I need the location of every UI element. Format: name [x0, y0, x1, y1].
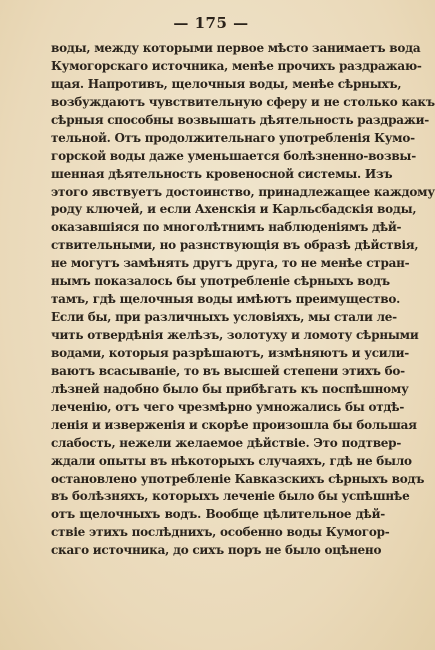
text-line: ваютъ всасываніе, то въ высшей степени этихъ бо- [51, 363, 405, 378]
text-line: тамъ, гдѣ щелочныя воды имѣютъ преимущество. [51, 292, 401, 307]
text-line: тельной. Отъ продолжительнаго употребленія Кумо- [51, 130, 415, 145]
text-line: Если бы, при различныхъ условіяхъ, мы стали ле- [51, 310, 397, 325]
text-line: щая. Напротивъ, щелочныя воды, менѣе сѣрныхъ, [51, 76, 402, 91]
text-line: чить отвердѣнія желѣзъ, золотуху и ломоту сѣрными [51, 328, 419, 342]
text-line: воды, между которыми первое мѣсто занимаетъ вода [51, 41, 421, 55]
page-number: — 175 — [173, 14, 249, 32]
text-line: ждали опыты въ нѣкоторыхъ случаяхъ, гдѣ не было [51, 453, 412, 468]
text-line: роду ключей, и если Ахенскія и Карльсбадскія воды, [51, 202, 417, 217]
text-line: лѣзней надобно было бы прибѣгать къ поспѣшному [51, 381, 409, 396]
text-line: Кумогорскаго источника, менѣе прочихъ раздражаю- [51, 58, 422, 73]
text-line: въ болѣзняхъ, которыхъ леченіе было бы успѣшнѣе [51, 489, 410, 504]
text-line: ствительными, но разнствующія въ образѣ дѣйствія, [51, 238, 419, 253]
text-line: слабость, нежели желаемое дѣйствіе. Это подтвер- [51, 435, 402, 450]
text-line: не могутъ замѣнять другъ друга, то не менѣе стран- [51, 256, 410, 271]
text-line: скаго источника, до сихъ поръ не было оцѣнено [51, 543, 382, 558]
text-line: ленія и изверженія и скорѣе произошла бы большая [51, 417, 417, 432]
text-line: возбуждаютъ чувствительную сферу и не столько какъ [51, 94, 435, 109]
text-line: сѣрныя способны возвышать дѣятельность раздражи- [51, 112, 429, 127]
text-line: остановлено употребленіе Кавказскихъ сѣрныхъ водъ [51, 471, 425, 486]
text-line: отъ щелочныхъ водъ. Вообще цѣлительное дѣй- [51, 507, 385, 522]
text-line: леченію, отъ чего чрезмѣрно умножались бы отдѣ- [51, 399, 405, 414]
text-line: ствіе этихъ послѣднихъ, особенно воды Кумогор- [51, 525, 390, 540]
body-text [51, 40, 435, 560]
text-line: шенная дѣятельность кровеносной системы. Изъ [51, 166, 393, 181]
text-line: оказавшіяся по многолѣтнимъ наблюденіямъ дѣй- [51, 220, 402, 235]
text-line: горской воды даже уменьшается болѣзненно-возвы- [51, 148, 416, 163]
text-line: водами, которыя разрѣшаютъ, измѣняютъ и усили- [51, 345, 409, 360]
text-line: этого явствуетъ достоинство, принадлежащее каждому [51, 184, 435, 199]
text-line: нымъ показалось бы употребленіе сѣрныхъ водъ [51, 274, 390, 289]
